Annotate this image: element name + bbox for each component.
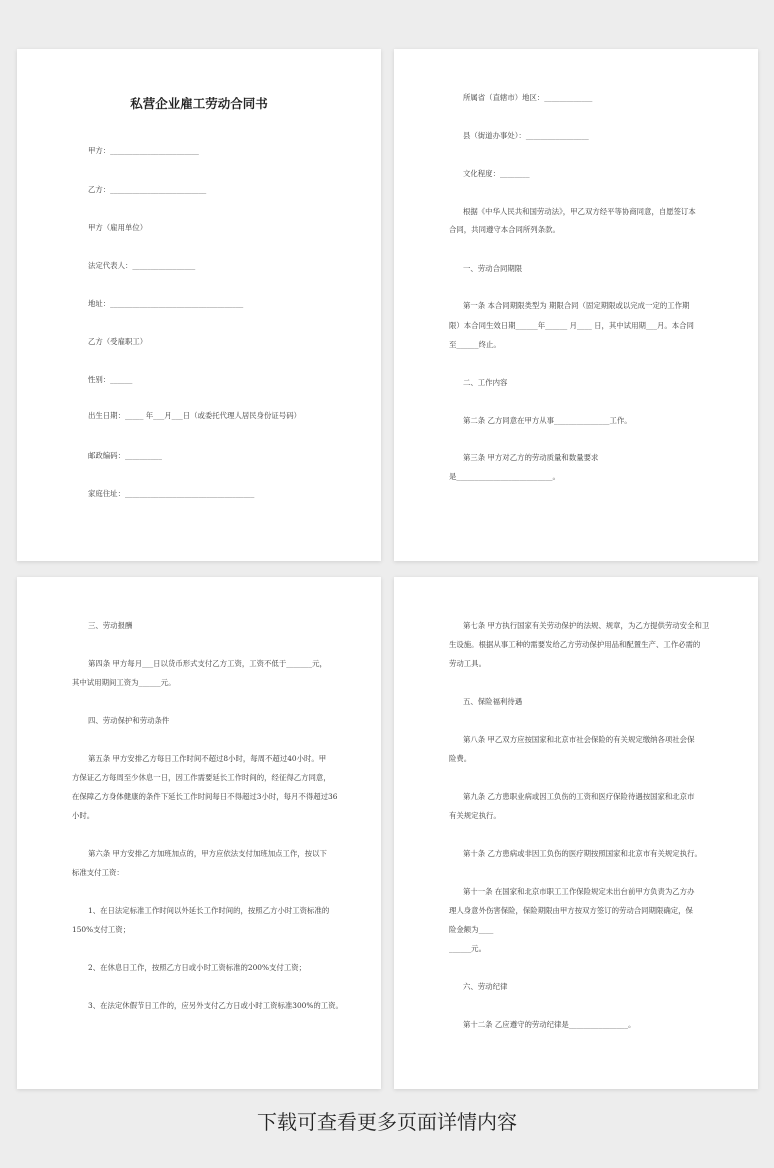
article-1-line-2: 限）本合同生效日期______年______ 月____ 日，其中试用期___月。本合同 bbox=[449, 321, 694, 330]
contract-page-4 bbox=[394, 577, 758, 1089]
article-7-line-3: 劳动工具。 bbox=[449, 659, 486, 668]
section-5-heading: 五、保险福利待遇 bbox=[463, 697, 523, 706]
province-line: 所属省（直辖市）地区：_____________ bbox=[463, 93, 593, 102]
party-b-line: 乙方：__________________________ bbox=[88, 185, 207, 194]
article-9-line-2: 有关规定执行。 bbox=[449, 811, 501, 820]
article-7-line-1: 第七条 甲方执行国家有关劳动保护的法规、规章，为乙方提供劳动安全和卫 bbox=[463, 621, 710, 630]
article-5-line-1: 第五条 甲方安排乙方每日工作时间不超过8小时，每周不超过40小时。甲 bbox=[88, 754, 327, 763]
birth-date-line: 出生日期：_____ 年___月___日（或委托代理人居民身份证号码） bbox=[88, 411, 301, 420]
article-5-line-3: 在保障乙方身体健康的条件下延长工作时间每日不得超过3小时，每月不得超过36 bbox=[72, 792, 338, 801]
clause-1-line-2: 150%支付工资； bbox=[72, 925, 131, 934]
article-11-line-3: 险金额为____ bbox=[449, 925, 494, 934]
article-5-line-2: 方保证乙方每周至少休息一日，因工作需要延长工作时间的，经征得乙方同意， bbox=[72, 773, 331, 782]
clause-3-line: 3、在法定休假节日工作的，应另外支付乙方日或小时工资标准300%的工资。 bbox=[88, 1001, 343, 1010]
clause-2-line: 2、在休息日工作，按照乙方日或小时工资标准的200%支付工资； bbox=[88, 963, 306, 972]
section-3-heading: 三、劳动报酬 bbox=[88, 621, 133, 630]
employer-label: 甲方（雇用单位） bbox=[88, 223, 148, 232]
article-4-line-1: 第四条 甲方每月___日以货币形式支付乙方工资，工资不低于_______元， bbox=[88, 659, 327, 668]
employee-label: 乙方（受雇职工） bbox=[88, 337, 148, 346]
address-line: 地址：____________________________________ bbox=[88, 299, 244, 308]
article-8-line-1: 第八条 甲乙双方应按国家和北京市社会保险的有关规定缴纳各项社会保 bbox=[463, 735, 695, 744]
contract-page-3 bbox=[17, 577, 381, 1089]
article-1-line-3: 至______终止。 bbox=[449, 340, 501, 349]
article-3-line-2: 是__________________________。 bbox=[449, 472, 560, 481]
gender-line: 性别：______ bbox=[88, 375, 133, 384]
article-5-line-4: 小时。 bbox=[72, 811, 95, 820]
article-4-line-2: 其中试用期间工资为______元。 bbox=[72, 678, 176, 687]
article-9-line-1: 第九条 乙方患职业病或因工负伤的工资和医疗保险待遇按国家和北京市 bbox=[463, 792, 695, 801]
article-2-line: 第二条 乙方同意在甲方从事_______________工作。 bbox=[463, 416, 632, 425]
postal-code-line: 邮政编码：__________ bbox=[88, 451, 162, 460]
page-title: 私营企业雇工劳动合同书 bbox=[130, 96, 268, 111]
contract-page-2 bbox=[394, 49, 758, 561]
article-1-line-1: 第一条 本合同期限类型为 期限合同（固定期限或以完成一定的工作期 bbox=[463, 301, 690, 310]
article-3-line-1: 第三条 甲方对乙方的劳动质量和数量要求 bbox=[463, 453, 599, 462]
home-address-line: 家庭住址：___________________________________ bbox=[88, 489, 255, 498]
article-11-line-4: ______元。 bbox=[449, 944, 486, 953]
article-7-line-2: 生设施。根据从事工种的需要发给乙方劳动保护用品和配置生产、工作必需的 bbox=[449, 640, 701, 649]
article-12-line: 第十二条 乙应遵守的劳动纪律是________________。 bbox=[463, 1020, 636, 1029]
download-more-footer: 下载可查看更多页面详情内容 bbox=[257, 1110, 517, 1134]
section-1-heading: 一、劳动合同期限 bbox=[463, 264, 523, 273]
clause-1-line-1: 1、在日法定标准工作时间以外延长工作时间的，按照乙方小时工资标准的 bbox=[88, 906, 330, 915]
preamble-line-1: 根据《中华人民共和国劳动法》，甲乙双方经平等协商同意，自愿签订本 bbox=[463, 207, 696, 216]
county-line: 县（街道办事处）：_________________ bbox=[463, 131, 589, 140]
article-11-line-1: 第十一条 在国家和北京市职工工作保险规定未出台前甲方负责为乙方办 bbox=[463, 887, 695, 896]
section-6-heading: 六、劳动纪律 bbox=[463, 982, 508, 991]
article-6-line-1: 第六条 甲方安排乙方加班加点的，甲方应依法支付加班加点工作，按以下 bbox=[88, 849, 327, 858]
article-8-line-2: 险费。 bbox=[449, 754, 472, 763]
section-2-heading: 二、工作内容 bbox=[463, 378, 508, 387]
article-11-line-2: 理人身意外伤害保险，保险期限由甲方按双方签订的劳动合同期限确定，保 bbox=[449, 906, 693, 915]
preamble-line-2: 合同，共同遵守本合同所列条款。 bbox=[449, 225, 560, 234]
article-6-line-2: 标准支付工资： bbox=[72, 868, 124, 877]
contract-page-1 bbox=[17, 49, 381, 561]
legal-representative-line: 法定代表人：_________________ bbox=[88, 261, 196, 270]
section-4-heading: 四、劳动保护和劳动条件 bbox=[88, 716, 170, 725]
education-line: 文化程度：________ bbox=[463, 169, 530, 178]
article-10-line: 第十条 乙方患病或非因工负伤的医疗期按照国家和北京市有关规定执行。 bbox=[463, 849, 702, 858]
party-a-line: 甲方：________________________ bbox=[88, 146, 199, 155]
